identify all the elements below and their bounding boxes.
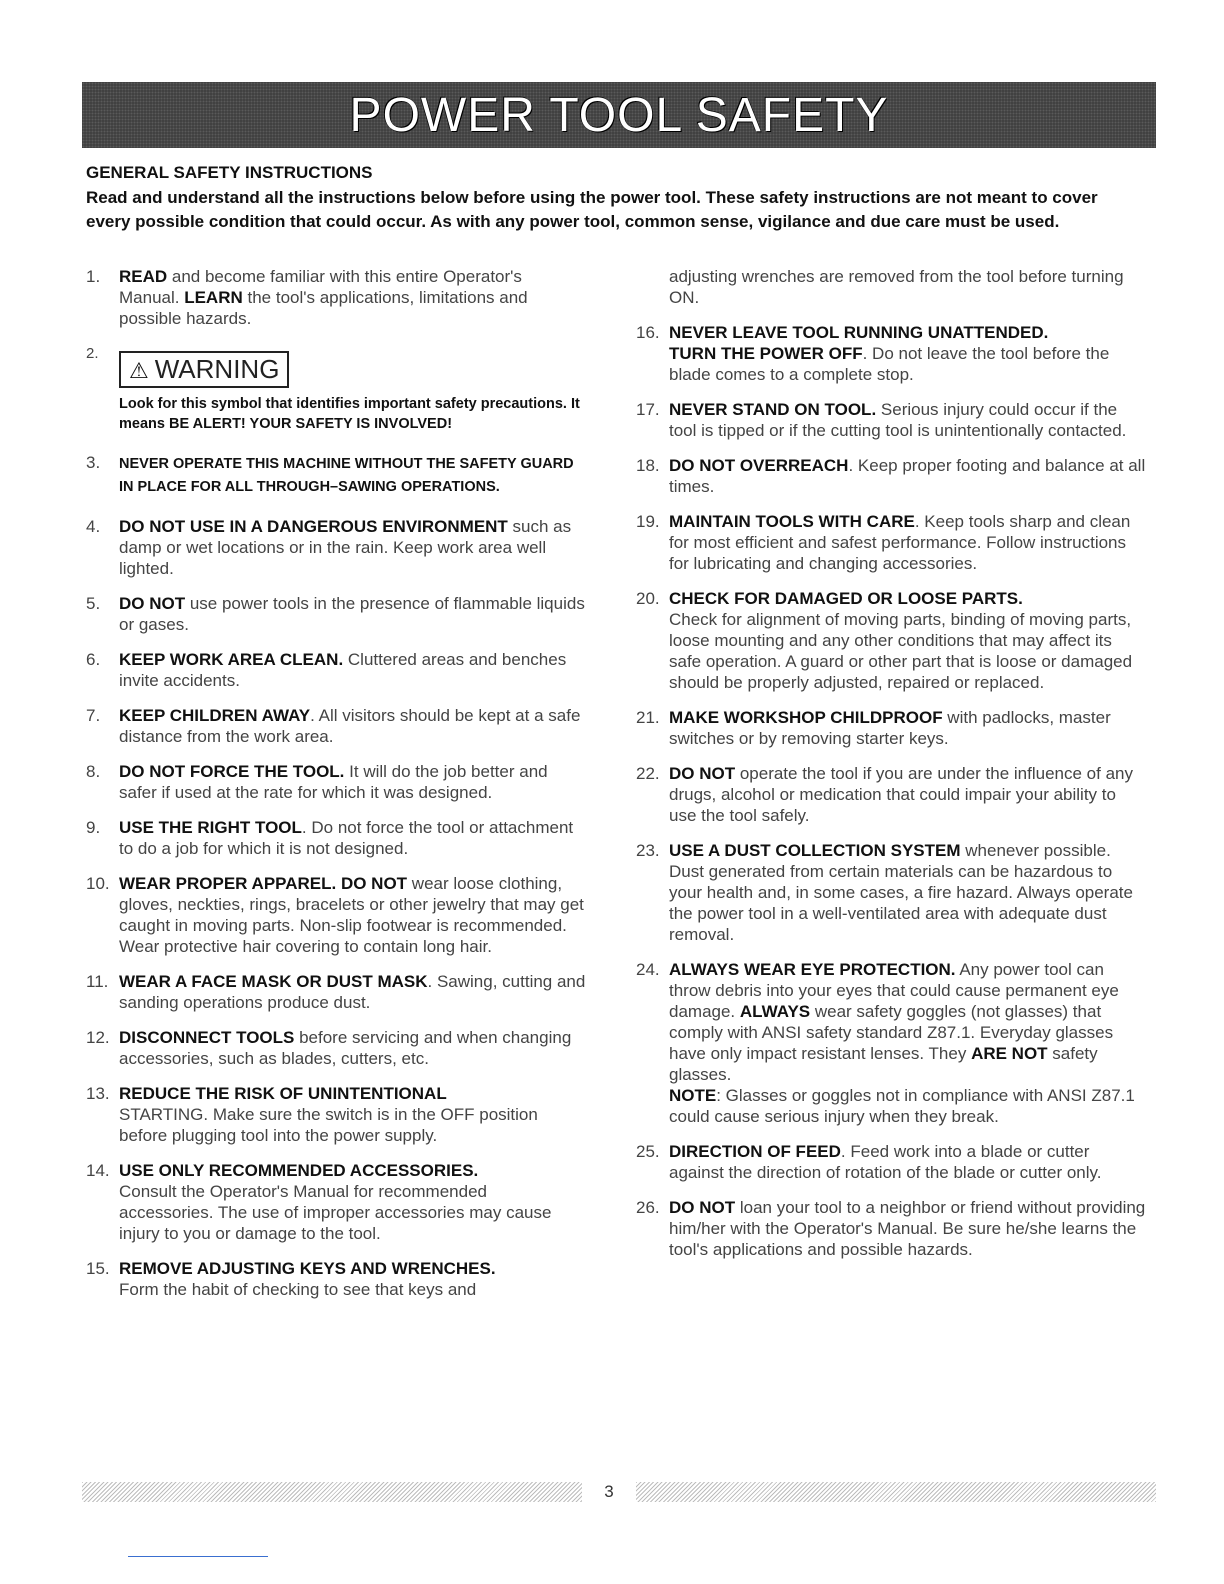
list-item — [86, 971, 586, 1013]
list-item-continuation — [636, 266, 1146, 308]
item-bold: DO NOT — [669, 1198, 736, 1217]
left-column — [86, 266, 586, 1314]
list-item — [86, 1258, 586, 1300]
item-text: . All visitors should be kept at a safe distance from the work area. — [119, 706, 581, 746]
item-number: 17. — [636, 400, 660, 419]
item-number: 11. — [86, 972, 109, 991]
warning-label-box — [119, 351, 289, 388]
item-text: . Sawing, cutting and sanding operations produce dust. — [119, 972, 586, 1012]
list-item — [86, 593, 586, 635]
item-bold: READ — [119, 267, 168, 286]
item-text: before servicing and when changing accessories, such as blades, cutters, etc. — [119, 1028, 572, 1068]
right-column — [636, 266, 1146, 1274]
item-number: 20. — [636, 589, 660, 608]
item-text: the tool's applications, limitations and possible hazards. — [119, 288, 528, 328]
item-number: 16. — [636, 323, 660, 342]
item-number: 14. — [86, 1161, 110, 1180]
item-text: and become familiar with this entire Operator's Manual. — [119, 267, 522, 307]
list-item — [636, 511, 1146, 574]
footer-pattern-right — [636, 1482, 1156, 1502]
item-number: 15. — [86, 1259, 110, 1278]
list-item — [86, 1160, 586, 1244]
list-item — [86, 817, 586, 859]
item-bold: MAKE WORKSHOP CHILDPROOF — [669, 708, 943, 727]
item-text: use power tools in the presence of flammable liquids or gases. — [119, 594, 585, 634]
section-title: GENERAL SAFETY INSTRUCTIONS — [86, 163, 373, 182]
list-item — [86, 705, 586, 747]
item-number: 25. — [636, 1142, 660, 1161]
list-item — [636, 840, 1146, 945]
item-bold: ALWAYS WEAR EYE PROTECTION. — [669, 960, 956, 979]
item-number: 23. — [636, 841, 660, 860]
note — [669, 1085, 1146, 1127]
item-text: Form the habit of checking to see that keys and — [119, 1280, 477, 1299]
item-number: 2. — [86, 345, 99, 362]
item-text: . Keep proper footing and balance at all times. — [669, 456, 1146, 496]
item-bold: REDUCE THE RISK OF UNINTENTIONAL — [119, 1084, 447, 1103]
item-text: wear safety goggles (not glasses) that comply with ANSI safety standard Z87.1. Everyday glasses have only impact resistant lenses. They — [669, 1002, 1114, 1063]
item-text: Serious injury could occur if the tool is tipped or if the cutting tool is unintentionally contacted. — [669, 400, 1127, 440]
item-number: 4. — [86, 517, 101, 536]
list-item-warning — [86, 345, 586, 434]
footer-pattern-left — [82, 1482, 582, 1502]
item-text: operate the tool if you are under the influence of any drugs, alcohol or medication that could impair your ability to use the tool safely. — [669, 764, 1133, 825]
list-item — [636, 322, 1146, 385]
item-number: 9. — [86, 818, 101, 837]
item-bold: USE THE RIGHT TOOL — [119, 818, 302, 837]
item-bold: KEEP CHILDREN AWAY — [119, 706, 311, 725]
item-text: with padlocks, master switches or by removing starter keys. — [669, 708, 1111, 748]
item-text: wear loose clothing, gloves, neckties, rings, bracelets or other jewelry that may get caught in moving parts. Non-slip footwear is recommended. Wear protective hair covering to contain long hair. — [119, 874, 584, 956]
note-label: NOTE — [669, 1086, 717, 1105]
item-number: 6. — [86, 650, 101, 669]
list-item — [86, 873, 586, 957]
list-item — [86, 1083, 586, 1146]
title-banner — [82, 82, 1156, 148]
note-text: : Glasses or goggles not in compliance with ANSI Z87.1 could cause serious injury when they break. — [669, 1086, 1135, 1126]
item-bold: MAINTAIN TOOLS WITH CARE — [669, 512, 915, 531]
warning-triangle-icon: ⚠ — [129, 358, 149, 383]
item-bold: NEVER STAND ON TOOL. — [669, 400, 877, 419]
item-bold: DISCONNECT TOOLS — [119, 1028, 295, 1047]
item-bold: LEARN — [184, 288, 243, 307]
item-bold: USE ONLY RECOMMENDED ACCESSORIES. — [119, 1161, 479, 1180]
item-number: 24. — [636, 960, 660, 979]
item-number: 18. — [636, 456, 660, 475]
item-text: Check for alignment of moving parts, binding of moving parts, loose mounting and any other conditions that may affect its safe operation. A guard or other part that is loose or damaged should be properly adjusted, repaired or replaced. — [669, 610, 1133, 692]
list-item — [636, 707, 1146, 749]
item-text: . Do not leave the tool before the blade comes to a complete stop. — [669, 344, 1110, 384]
page-title: POWER TOOL SAFETY — [349, 88, 889, 142]
item-number: 7. — [86, 706, 101, 725]
list-item — [86, 649, 586, 691]
list-item — [86, 516, 586, 579]
item-bold: TURN THE POWER OFF — [669, 344, 863, 363]
item-bold: DO NOT — [669, 764, 736, 783]
item-number: 13. — [86, 1084, 110, 1103]
item-number: 21. — [636, 708, 660, 727]
page-number: 3 — [604, 1482, 614, 1501]
item-text: Cluttered areas and benches invite accidents. — [119, 650, 567, 690]
item-text: adjusting wrenches are removed from the tool before turning ON. — [669, 267, 1124, 307]
item-text: whenever possible. Dust generated from certain materials can be hazardous to your health and, in some cases, a fire hazard. Always operate the power tool in a well-ventilated area with adequate dust removal. — [669, 841, 1133, 944]
item-number: 1. — [86, 267, 101, 286]
item-bold: DO NOT — [119, 594, 186, 613]
item-bold: CHECK FOR DAMAGED OR LOOSE PARTS. — [669, 589, 1023, 608]
item-bold: USE A DUST COLLECTION SYSTEM — [669, 841, 961, 860]
list-item — [636, 763, 1146, 826]
item-number: 5. — [86, 594, 101, 613]
item-number: 19. — [636, 512, 660, 531]
item-number: 3. — [86, 453, 101, 472]
item-bold: DIRECTION OF FEED — [669, 1142, 841, 1161]
list-item — [636, 399, 1146, 441]
item-bold: WEAR PROPER APPAREL. DO NOT — [119, 874, 408, 893]
item-number: 12. — [86, 1028, 110, 1047]
item-text: NEVER OPERATE THIS MACHINE WITHOUT THE SAFETY GUARD IN PLACE FOR ALL THROUGH–SAWING OPERATIONS. — [119, 456, 574, 495]
item-text: . Keep tools sharp and clean for most efficient and safest performance. Follow instructions for lubricating and changing accessories. — [669, 512, 1131, 573]
divider-line — [128, 1556, 268, 1557]
item-number: 10. — [86, 874, 110, 893]
item-number: 26. — [636, 1198, 660, 1217]
item-bold: NEVER LEAVE TOOL RUNNING UNATTENDED. — [669, 323, 1049, 342]
item-bold: ARE NOT — [971, 1044, 1048, 1063]
list-item — [86, 452, 586, 498]
item-text: It will do the job better and safer if used at the rate for which it was designed. — [119, 762, 548, 802]
item-text: such as damp or wet locations or in the rain. Keep work area well lighted. — [119, 517, 572, 578]
item-bold: REMOVE ADJUSTING KEYS AND WRENCHES. — [119, 1259, 496, 1278]
item-bold: DO NOT OVERREACH — [669, 456, 849, 475]
item-number: 8. — [86, 762, 101, 781]
list-item — [636, 1197, 1146, 1260]
item-text: loan your tool to a neighbor or friend without providing him/her with the Operator's Manual. Be sure he/she learns the tool's applications and possible hazards. — [669, 1198, 1146, 1259]
item-bold: ALWAYS — [739, 1002, 811, 1021]
item-bold: DO NOT USE IN A DANGEROUS ENVIRONMENT — [119, 517, 508, 536]
list-item — [86, 761, 586, 803]
item-text: . Do not force the tool or attachment to do a job for which it is not designed. — [119, 818, 574, 858]
item-number: 22. — [636, 764, 660, 783]
list-item — [86, 266, 586, 329]
item-text: Any power tool can throw debris into your eyes that could cause permanent eye damage. — [669, 960, 1119, 1021]
item-text: . Feed work into a blade or cutter against the direction of rotation of the blade or cutter only. — [669, 1142, 1102, 1182]
item-bold: WEAR A FACE MASK OR DUST MASK — [119, 972, 428, 991]
warning-text: Look for this symbol that identifies important safety precautions. It means BE ALERT! YOUR SAFETY IS INVOLVED! — [119, 396, 580, 432]
item-bold: DO NOT FORCE THE TOOL. — [119, 762, 345, 781]
list-item — [86, 1027, 586, 1069]
list-item — [636, 455, 1146, 497]
warning-label: WARNING — [154, 354, 280, 384]
list-item — [636, 1141, 1146, 1183]
item-text: Consult the Operator's Manual for recommended accessories. The use of improper accessories may cause injury to you or damage to the tool. — [119, 1182, 552, 1243]
intro-paragraph: Read and understand all the instructions below before using the power tool. These safety instructions are not meant to cover every possible condition that could occur. As with any power tool, common sense, vigilance and due care must be used. — [86, 188, 1098, 231]
item-text: safety glasses. — [669, 1044, 1098, 1084]
item-text: STARTING. Make sure the switch is in the OFF position before plugging tool into the power supply. — [119, 1105, 538, 1145]
item-bold: KEEP WORK AREA CLEAN. — [119, 650, 344, 669]
list-item — [636, 959, 1146, 1127]
list-item — [636, 588, 1146, 693]
